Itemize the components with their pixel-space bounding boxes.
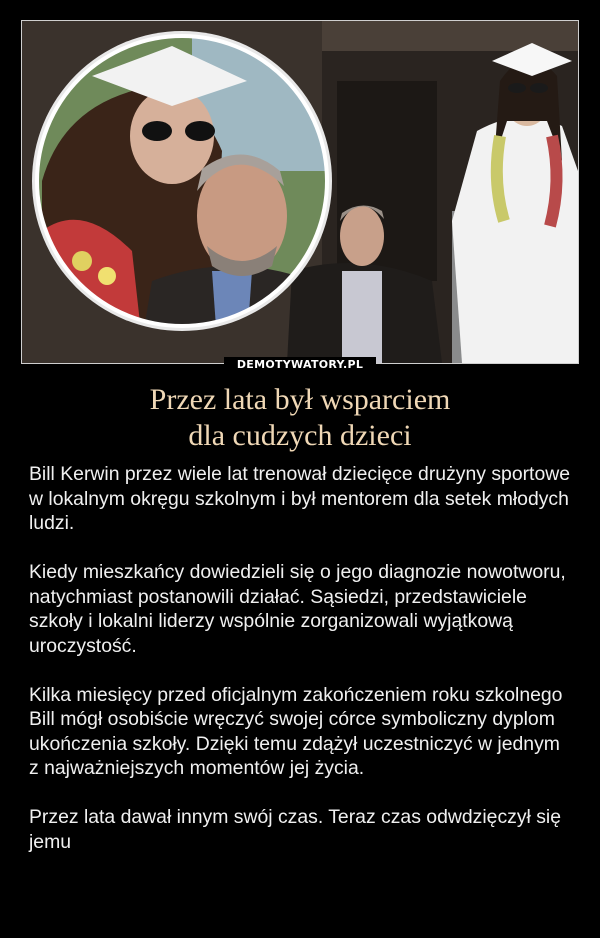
page-title <box>0 382 600 454</box>
photo-frame <box>21 20 579 364</box>
demotivator-photo <box>22 21 578 363</box>
paragraph: Przez lata dawał innym swój czas. Teraz czas odwdzięczył się jemu <box>29 806 562 853</box>
watermark-label: DEMOTYWATORY.PL <box>224 357 376 373</box>
paragraph: Kiedy mieszkańcy dowiedzieli się o jego diagnozie nowotworu, natychmiast postanowili działać. Sąsiedzi, przedstawiciele szkoły i lokalni liderzy wspólnie zorganizowali wyjątkową uroczystość. <box>29 561 566 657</box>
paragraph: Bill Kerwin przez wiele lat trenował dziecięce drużyny sportowe w lokalnym okręgu szkolnym i był mentorem dla setek młodych ludzi. <box>29 463 571 534</box>
body-text <box>29 462 574 854</box>
paragraph: Kilka miesięcy przed oficjalnym zakończeniem roku szkolnego Bill mógł osobiście wręczyć swojej córce symboliczny dyplom ukończenia szkoły. Dzięki temu zdążył uczestniczyć w jednym z najważniejszych momentów jej życia. <box>29 683 563 779</box>
title-line-2: dla cudzych dzieci <box>188 419 412 452</box>
title-line-1: Przez lata był wsparciem <box>149 383 451 416</box>
